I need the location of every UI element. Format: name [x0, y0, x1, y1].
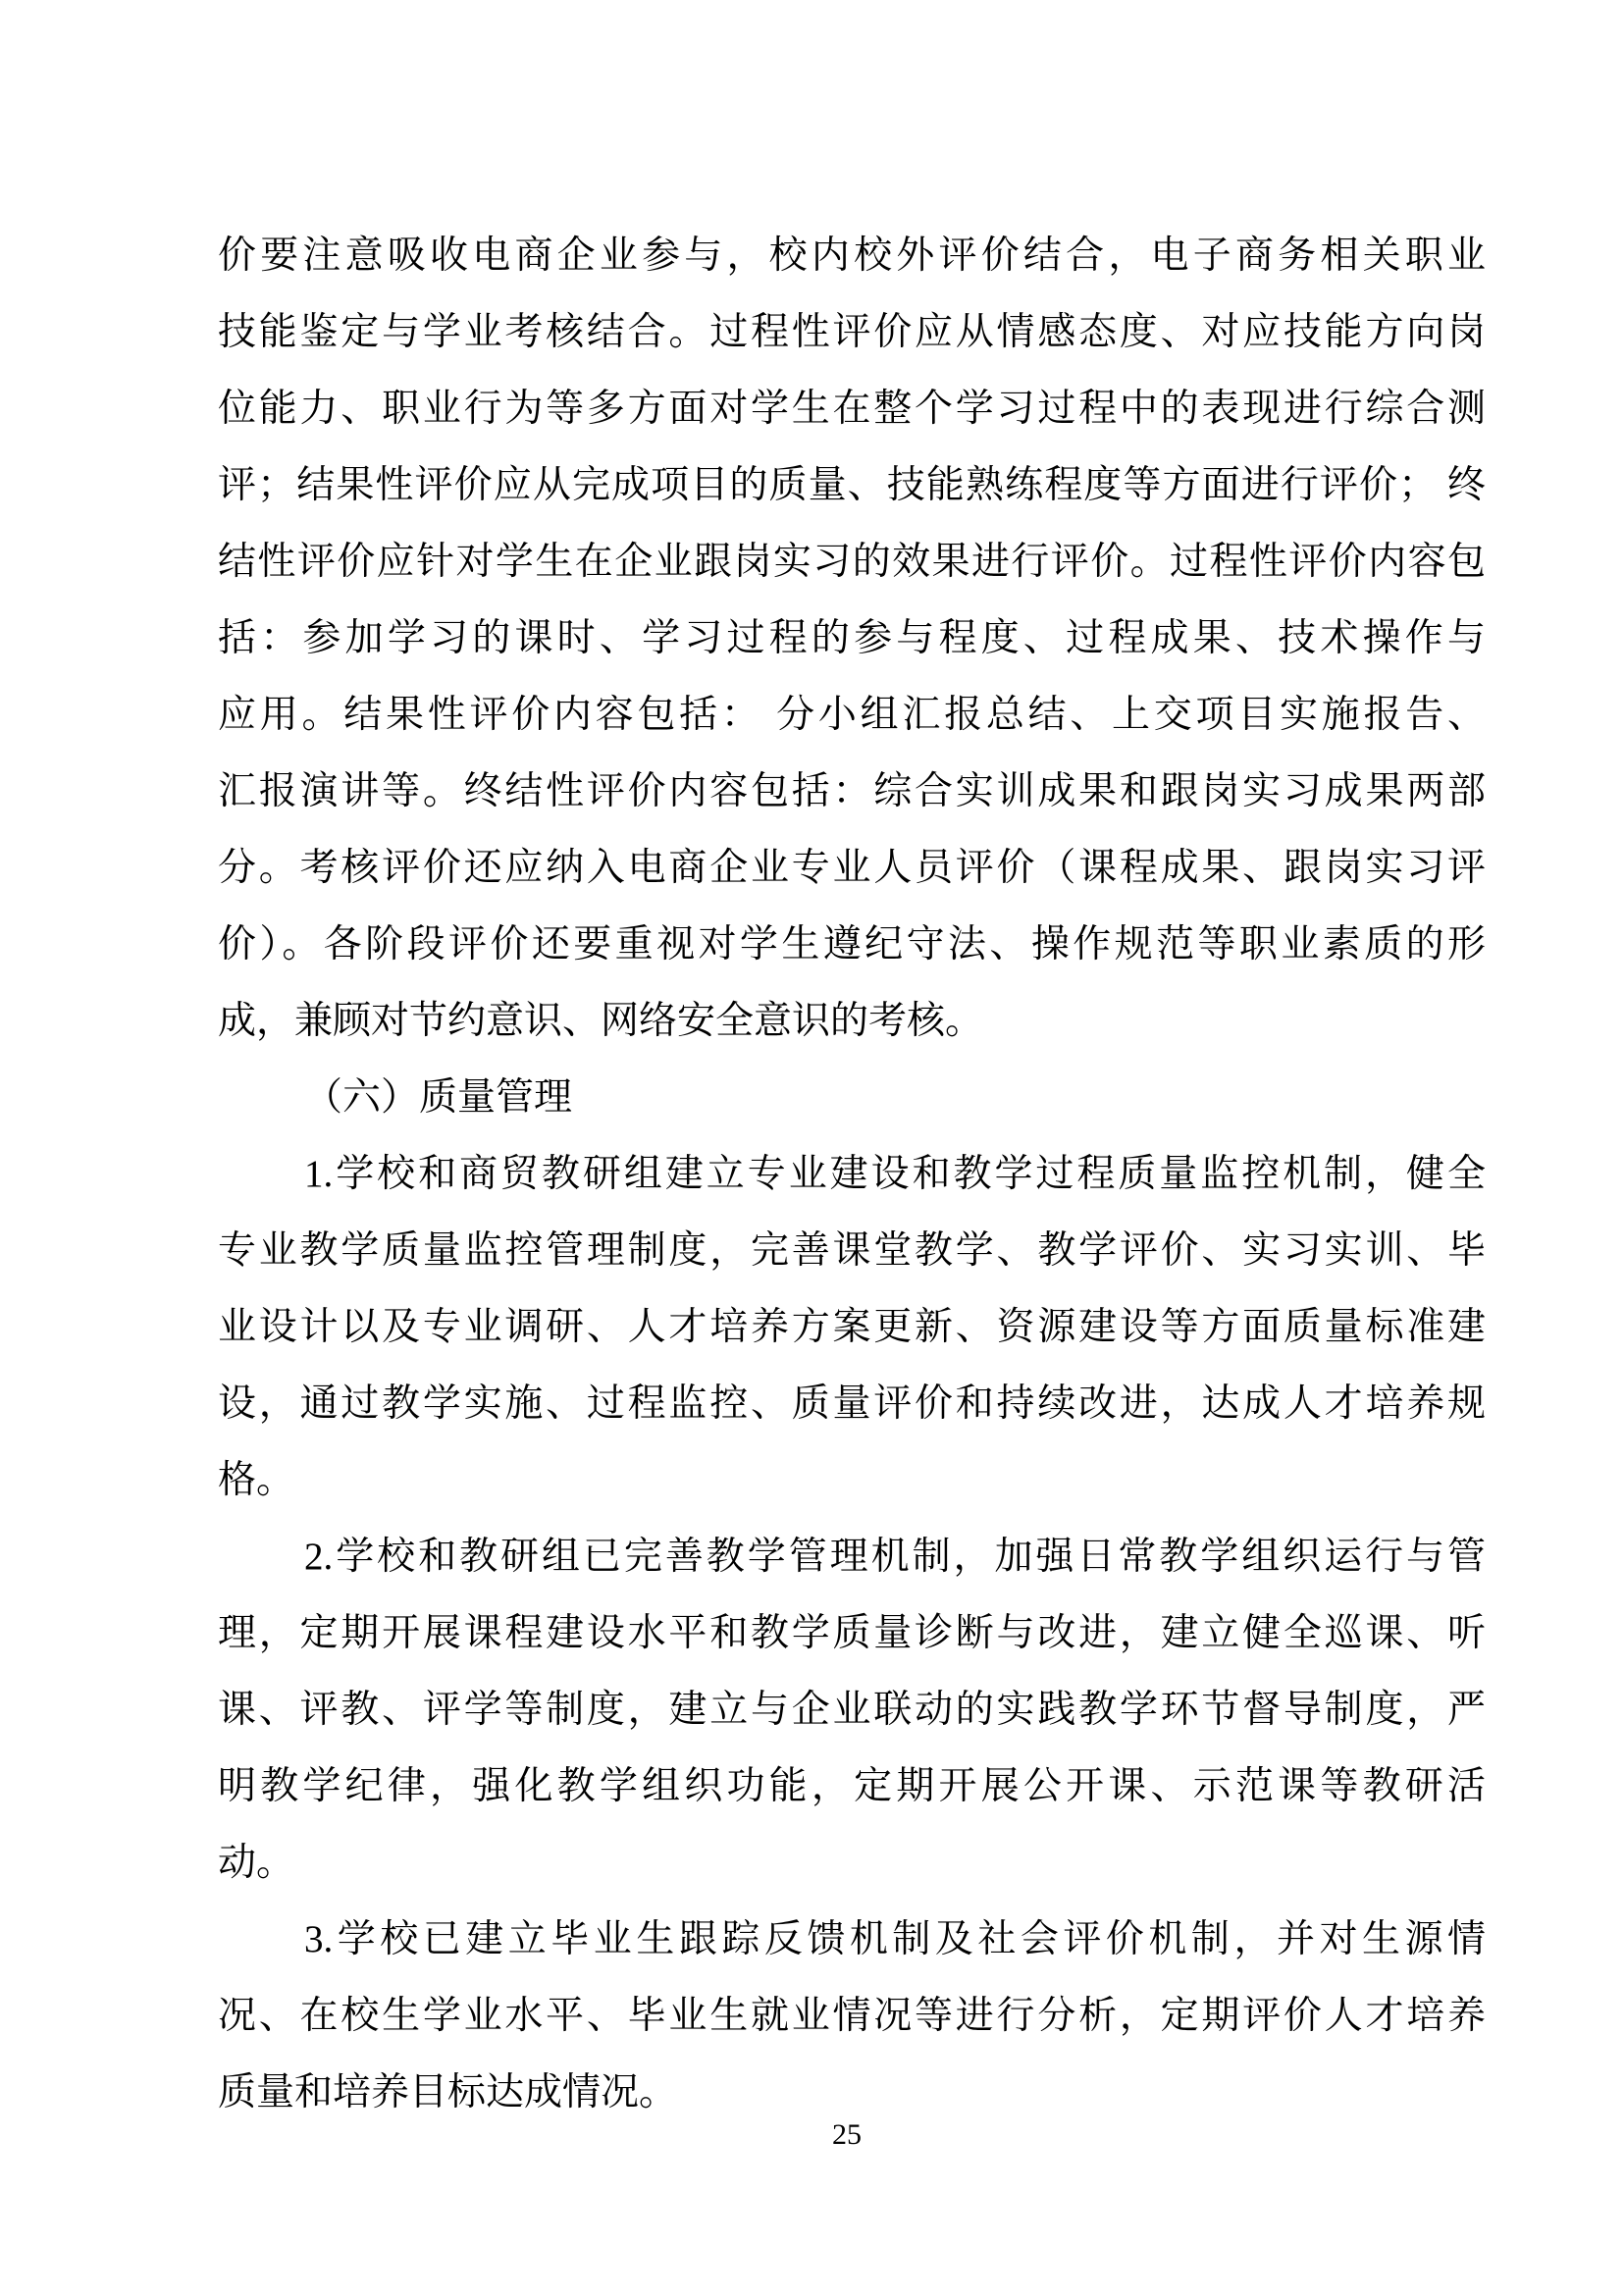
text-line: 质量和培养目标达成情况。: [218, 2071, 678, 2113]
text-line: 价要注意吸收电商企业参与，校内校外评价结合，电子商务相关职业: [218, 235, 1486, 277]
text-line: 应用。结果性评价内容包括： 分小组汇报总结、上交项目实施报告、: [218, 694, 1486, 736]
text-line: 动。: [218, 1842, 295, 1884]
text-line: 括：参加学习的课时、学习过程的参与程度、过程成果、技术操作与: [218, 617, 1486, 659]
text-line: 价）。各阶段评价还要重视对学生遵纪守法、操作规范等职业素质的形: [218, 923, 1486, 965]
text-line: 明教学纪律，强化教学组织功能，定期开展公开课、示范课等教研活: [218, 1765, 1486, 1807]
text-line: 成，兼顾对节约意识、网络安全意识的考核。: [218, 1000, 984, 1042]
text-line: 技能鉴定与学业考核结合。过程性评价应从情感态度、对应技能方向岗: [218, 311, 1486, 353]
text-line: 专业教学质量监控管理制度，完善课堂教学、教学评价、实习实训、毕: [218, 1229, 1486, 1272]
text-line: 2.学校和教研组已完善教学管理机制，加强日常教学组织运行与管: [304, 1536, 1486, 1578]
page-number: 25: [832, 2118, 862, 2151]
text-line: 3.学校已建立毕业生跟踪反馈机制及社会评价机制，并对生源情: [304, 1918, 1486, 1960]
text-block: [218, 218, 1486, 2131]
text-line: 汇报演讲等。终结性评价内容包括：综合实训成果和跟岗实习成果两部: [218, 770, 1486, 812]
text-line: 理，定期开展课程建设水平和教学质量诊断与改进，建立健全巡课、听: [218, 1612, 1486, 1654]
text-line: 评；结果性评价应从完成项目的质量、技能熟练程度等方面进行评价； 终: [218, 464, 1486, 506]
text-line: 格。: [218, 1459, 295, 1501]
section-heading: （六）质量管理: [304, 1076, 573, 1119]
text-line: 分。考核评价还应纳入电商企业专业人员评价（课程成果、跟岗实习评: [218, 847, 1486, 889]
text-line: 1.学校和商贸教研组建立专业建设和教学过程质量监控机制，健全: [304, 1153, 1486, 1195]
text-line: 设，通过教学实施、过程监控、质量评价和持续改进，达成人才培养规: [218, 1382, 1486, 1425]
text-line: 业设计以及专业调研、人才培养方案更新、资源建设等方面质量标准建: [218, 1306, 1486, 1348]
text-line: 位能力、职业行为等多方面对学生在整个学习过程中的表现进行综合测: [218, 388, 1486, 430]
text-line: 课、评教、评学等制度，建立与企业联动的实践教学环节督导制度，严: [218, 1689, 1486, 1731]
text-line: 况、在校生学业水平、毕业生就业情况等进行分析，定期评价人才培养: [218, 1995, 1486, 2037]
text-line: 结性评价应针对学生在企业跟岗实习的效果进行评价。过程性评价内容包: [218, 541, 1486, 583]
